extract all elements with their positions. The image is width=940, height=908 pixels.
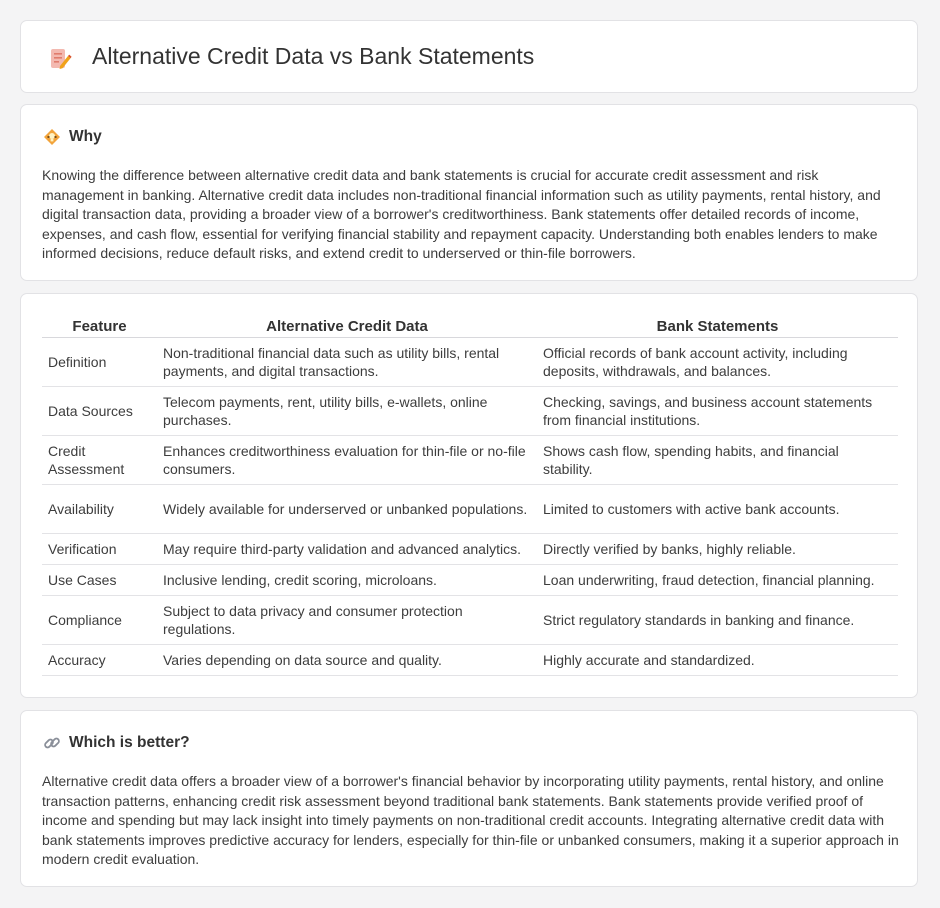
feature-cell: Compliance	[42, 596, 157, 645]
alternative-cell: Widely available for underserved or unbanked populations.	[157, 485, 537, 534]
better-paragraph: Alternative credit data offers a broader view of a borrower's financial behavior by incorporating utility payments, rental history, and online transaction patterns, enhancing credit risk assessment beyond traditional bank statements. Bank statements provide verified proof of income and spending but may lack insight into timely payments on non-traditional credit accounts. Integrating alternative credit data with bank statements improves predictive accuracy for lenders, especially for thin-file or unbanked consumers, making it a superior approach in modern credit evaluation.	[42, 773, 899, 868]
which-is-better-section	[20, 710, 918, 887]
feature-cell: Credit Assessment	[42, 436, 157, 485]
bank-cell: Directly verified by banks, highly reliable.	[537, 534, 898, 565]
feature-cell: Accuracy	[42, 645, 157, 676]
document-pencil-icon	[48, 47, 70, 69]
bank-cell: Shows cash flow, spending habits, and financial stability.	[537, 436, 898, 485]
header-alternative-credit-data: Alternative Credit Data	[157, 314, 537, 338]
alternative-cell: Varies depending on data source and quality.	[157, 645, 537, 676]
header-feature: Feature	[42, 314, 157, 338]
why-section	[20, 104, 918, 281]
table-row	[42, 596, 898, 645]
bank-cell: Highly accurate and standardized.	[537, 645, 898, 676]
table-row	[42, 436, 898, 485]
table-row	[42, 485, 898, 534]
table-row	[42, 534, 898, 565]
feature-cell: Availability	[42, 485, 157, 534]
table-header-row	[42, 314, 898, 338]
comparison-table	[42, 314, 898, 676]
alternative-cell: Enhances creditworthiness evaluation for thin-file or no-file consumers.	[157, 436, 537, 485]
why-heading-label: Why	[69, 128, 102, 145]
alternative-cell: May require third-party validation and advanced analytics.	[157, 534, 537, 565]
bank-cell: Limited to customers with active bank accounts.	[537, 485, 898, 534]
bank-cell: Official records of bank account activity, including deposits, withdrawals, and balances.	[537, 338, 898, 387]
table-row	[42, 645, 898, 676]
alternative-cell: Subject to data privacy and consumer protection regulations.	[157, 596, 537, 645]
better-heading-label: Which is better?	[69, 734, 190, 751]
table-row	[42, 338, 898, 387]
feature-cell: Data Sources	[42, 387, 157, 436]
why-paragraph: Knowing the difference between alternative credit data and bank statements is crucial for accurate credit assessment and risk management in banking. Alternative credit data includes non-traditional financial information such as utility payments, rental history, and digital transaction data, providing a broader view of a borrower's creditworthiness. Bank statements offer detailed records of income, expenses, and cash flow, essential for verifying financial stability and repayment capacity. Understanding both enables lenders to make informed decisions, reduce default risks, and extend credit to underserved or thin-file borrowers.	[42, 167, 881, 262]
alternative-cell: Telecom payments, rent, utility bills, e-wallets, online purchases.	[157, 387, 537, 436]
alternative-cell: Non-traditional financial data such as utility bills, rental payments, and digital transactions.	[157, 338, 537, 387]
link-icon	[43, 734, 61, 752]
title-card	[20, 20, 918, 93]
bank-cell: Checking, savings, and business account statements from financial institutions.	[537, 387, 898, 436]
bank-cell: Loan underwriting, fraud detection, financial planning.	[537, 565, 898, 596]
table-row	[42, 565, 898, 596]
page-title: Alternative Credit Data vs Bank Statements	[92, 43, 535, 69]
header-bank-statements: Bank Statements	[537, 314, 898, 338]
bank-cell: Strict regulatory standards in banking and finance.	[537, 596, 898, 645]
feature-cell: Definition	[42, 338, 157, 387]
better-heading	[43, 734, 190, 752]
lightbulb-badge-icon	[43, 128, 61, 146]
why-heading	[43, 128, 102, 146]
table-row	[42, 387, 898, 436]
feature-cell: Verification	[42, 534, 157, 565]
comparison-card	[20, 293, 918, 698]
alternative-cell: Inclusive lending, credit scoring, microloans.	[157, 565, 537, 596]
feature-cell: Use Cases	[42, 565, 157, 596]
